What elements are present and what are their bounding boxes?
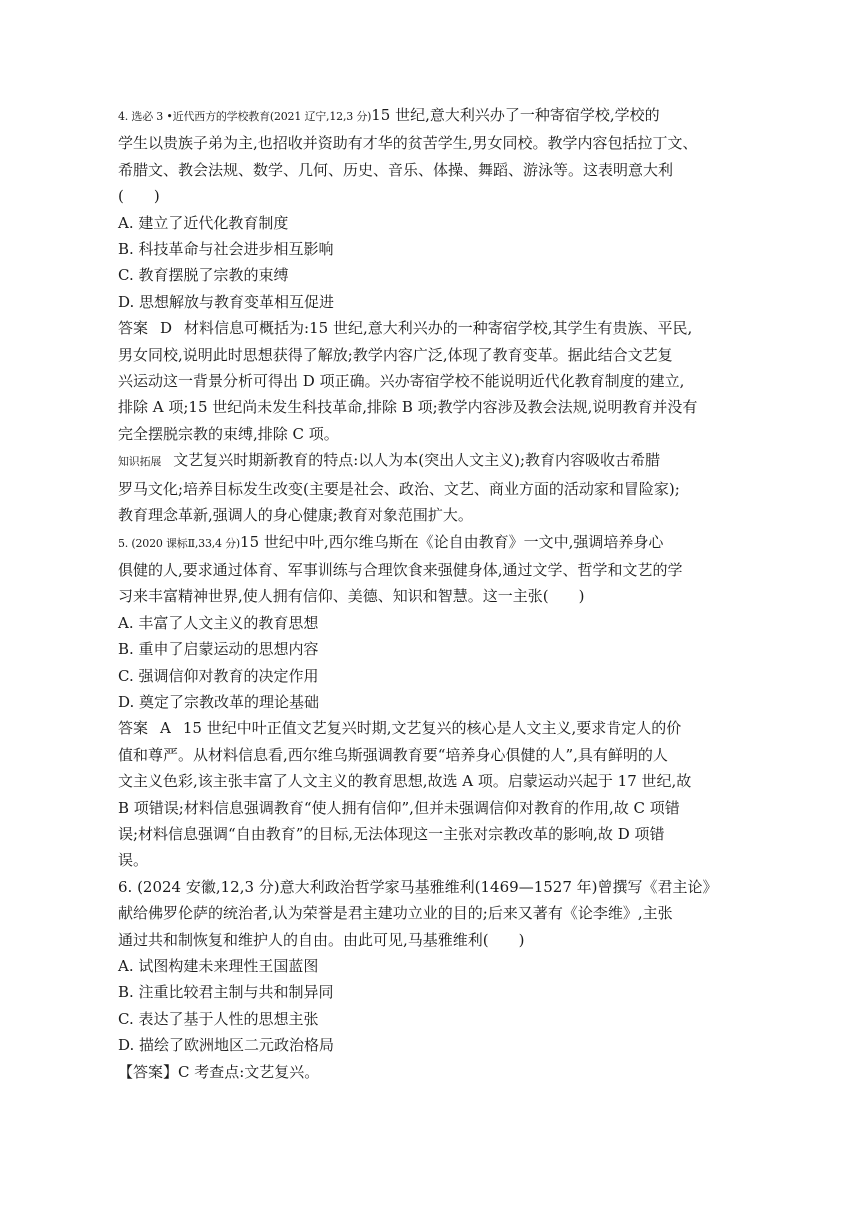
q5-answer-text: 15 世纪中叶正值文艺复兴时期,文艺复兴的核心是人文主义,要求肯定人的价 <box>182 719 682 738</box>
q5-answer-line-5: 误;材料信息强调“自由教育”的目标,无法体现这一主张对宗教改革的影响,故 D 项错 <box>118 824 665 843</box>
q5-option-c: C. 强调信仰对教育的决定作用 <box>118 666 319 685</box>
q5-answer-line-2: 值和尊严。从材料信息看,西尔维乌斯强调教育要“培养身心俱健的人”,具有鲜明的人 <box>118 745 668 764</box>
q6-option-c: C. 表达了基于人性的思想主张 <box>118 1009 319 1028</box>
q4-answer-line-3: 兴运动这一背景分析可得出 D 项正确。兴办寄宿学校不能说明近代化教育制度的建立, <box>118 372 685 391</box>
q4-extension-line-2: 罗马文化;培养目标发生改变(主要是社会、政治、文艺、商业方面的活动家和冒险家); <box>118 479 680 498</box>
q4-option-b: B. 科技革命与社会进步相互影响 <box>118 240 334 259</box>
q4-line-3: 希腊文、教会法规、数学、几何、历史、音乐、体操、舞蹈、游泳等。这表明意大利 <box>118 160 674 179</box>
q4-line-1 <box>118 102 748 130</box>
q4-line-2: 学生以贵族子弟为主,也招收并资助有才华的贫苦学生,男女同校。教学内容包括拉丁文、 <box>118 134 698 153</box>
q5-answer-line-1 <box>118 715 748 741</box>
q5-option-a: A. 丰富了人文主义的教育思想 <box>118 613 319 632</box>
q4-line-4: ( ) <box>118 187 160 206</box>
q4-option-c: C. 教育摆脱了宗教的束缚 <box>118 266 289 285</box>
q4-answer-line-1 <box>118 315 748 341</box>
q4-extension-line-3: 教育理念革新,强调人的身心健康;教育对象范围扩大。 <box>118 506 473 525</box>
q5-answer-line-4: B 项错误;材料信息强调教育“使人拥有信仰”,但并未强调信仰对教育的作用,故 C 项错 <box>118 798 680 817</box>
q4-answer-label: 答案 <box>118 319 149 338</box>
q4-option-d: D. 思想解放与教育变革相互促进 <box>118 292 335 311</box>
q5-line-2: 俱健的人,要求通过体育、军事训练与合理饮食来强健身体,通过文学、哲学和文艺的学 <box>118 560 683 579</box>
q4-extension-label: 知识拓展 <box>118 455 162 469</box>
q5-source: 5. (2020 课标Ⅱ,33,4 分) <box>118 536 241 550</box>
q4-answer-letter: D <box>160 319 173 338</box>
q5-answer-line-6: 误。 <box>118 851 149 870</box>
q6-option-a: A. 试图构建未来理性王国蓝图 <box>118 957 319 975</box>
q6-line-2: 献给佛罗伦萨的统治者,认为荣誉是君主建功立业的目的;后来又著有《论李维》,主张 <box>118 904 673 923</box>
q6-line-3: 通过共和制恢复和维护人的自由。由此可见,马基雅维利( ) <box>118 930 525 949</box>
q5-line-1 <box>118 529 748 557</box>
q5-stem-text: 15 世纪中叶,西尔维乌斯在《论自由教育》一文中,强调培养身心 <box>240 532 664 551</box>
q6-line-1: 6. (2024 安徽,12,3 分)意大利政治哲学家马基雅维利(1469—1527 年)曾撰写《君主论》 <box>118 877 718 896</box>
q4-extension-line-1 <box>118 447 748 475</box>
q4-answer-line-4: 排除 A 项;15 世纪尚未发生科技革命,排除 B 项;教学内容涉及教会法规,说明教育并没有 <box>118 398 698 417</box>
q4-extension-text: 文艺复兴时期新教育的特点:以人为本(突出人文主义);教育内容吸收古希腊 <box>173 451 661 470</box>
q5-answer-line-3: 文主义色彩,该主张丰富了人文主义的教育思想,故选 A 项。启蒙运动兴起于 17 世纪,故 <box>118 772 692 791</box>
q4-answer-line-5: 完全摆脱宗教的束缚,排除 C 项。 <box>118 424 339 443</box>
q4-answer-line-2: 男女同校,说明此时思想获得了解放;教学内容广泛,体现了教育变革。据此结合文艺复 <box>118 345 673 364</box>
q5-option-b: B. 重申了启蒙运动的思想内容 <box>118 640 319 659</box>
q5-answer-letter: A <box>160 719 171 738</box>
question-content <box>118 102 748 1085</box>
q4-source: 4. 选必 3 •近代西方的学校教育(2021 辽宁,12,3 分) <box>118 110 372 123</box>
q6-option-b: B. 注重比较君主制与共和制异同 <box>118 983 334 1002</box>
q5-line-3: 习来丰富精神世界,使人拥有信仰、美德、知识和智慧。这一主张( ) <box>118 587 585 606</box>
q6-answer: 【答案】C 考查点:文艺复兴。 <box>118 1062 320 1081</box>
q4-answer-text: 材料信息可概括为:15 世纪,意大利兴办的一种寄宿学校,其学生有贵族、平民, <box>184 319 693 338</box>
q4-stem-text: 15 世纪,意大利兴办了一种寄宿学校,学校的 <box>371 106 660 124</box>
q4-option-a: A. 建立了近代化教育制度 <box>118 213 289 232</box>
q5-answer-label: 答案 <box>118 719 149 738</box>
q6-option-d: D. 描绘了欧洲地区二元政治格局 <box>118 1036 335 1055</box>
q5-option-d: D. 奠定了宗教改革的理论基础 <box>118 692 320 711</box>
